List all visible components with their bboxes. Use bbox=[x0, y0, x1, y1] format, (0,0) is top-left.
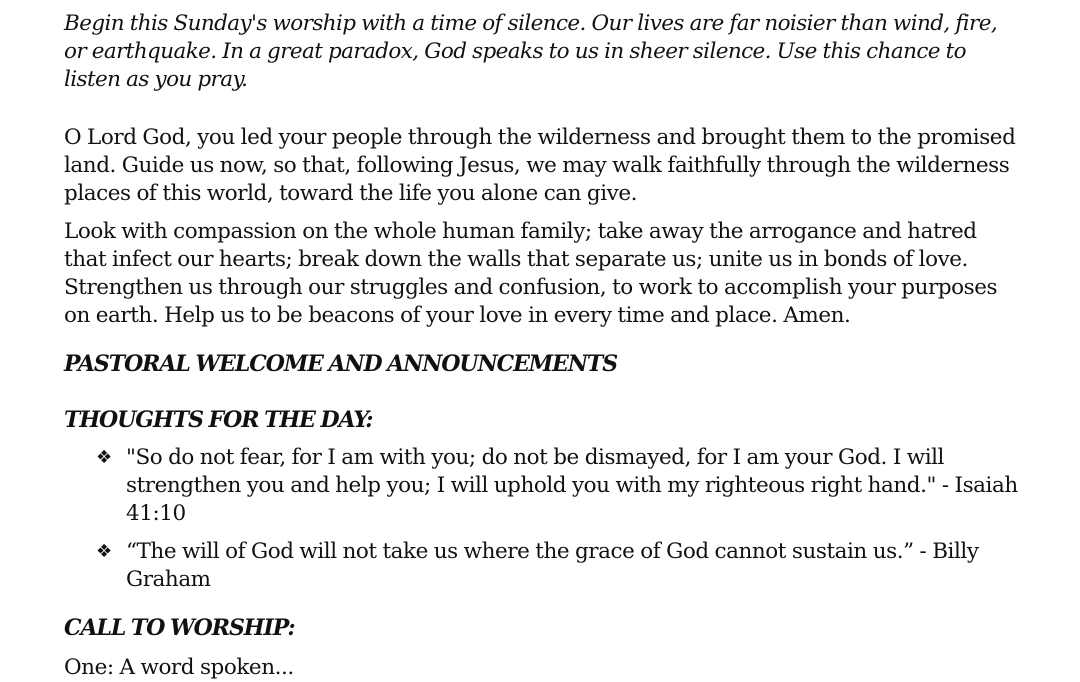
list-item bbox=[64, 444, 1024, 528]
welcome-heading: PASTORAL WELCOME AND ANNOUNCEMENTS bbox=[64, 351, 618, 377]
diamond-bullet-icon: ❖ bbox=[96, 541, 112, 562]
thoughts-list bbox=[64, 444, 1024, 594]
silence-instruction: Begin this Sunday's worship with a time of silence. Our lives are far noisier than wind, fire, or earthquake. In a great paradox, God speaks to us in sheer silence. Use this chance to listen as you pray. bbox=[64, 11, 998, 92]
list-item bbox=[64, 538, 1024, 594]
opening-prayer-paragraph-2: Look with compassion on the whole human family; take away the arrogance and hatred that infect our hearts; break down the walls that separate us; unite us in bonds of love. Strengthen us through our struggles and confusion, to work to accomplish your purposes on earth. Help us to be beacons of your love in every time and place. Amen. bbox=[64, 219, 998, 328]
diamond-bullet-icon: ❖ bbox=[96, 447, 112, 468]
thought-text: "So do not fear, for I am with you; do not be dismayed, for I am your God. I will strengthen you and help you; I will uphold you with my righteous right hand." - Isaiah 41:10 bbox=[126, 445, 1018, 526]
call-to-worship-line: One: A word spoken... bbox=[64, 655, 294, 680]
call-to-worship-heading: CALL TO WORSHIP: bbox=[64, 615, 295, 641]
bulletin-page bbox=[64, 10, 1024, 682]
thought-text: “The will of God will not take us where the grace of God cannot sustain us.” - Billy Graham bbox=[126, 539, 979, 592]
opening-prayer-paragraph-1: O Lord God, you led your people through the wilderness and brought them to the promised land. Guide us now, so that, following Jesus, we may walk faithfully through the wilderness places of this world, toward the life you alone can give. bbox=[64, 125, 1016, 206]
thoughts-heading: THOUGHTS FOR THE DAY: bbox=[64, 407, 373, 433]
